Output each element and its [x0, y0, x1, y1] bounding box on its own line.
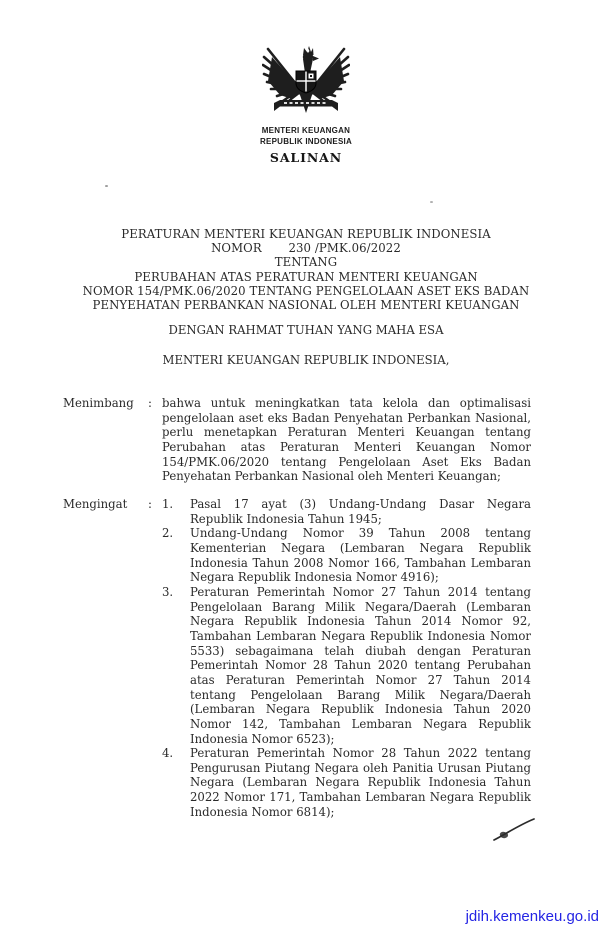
menimbang-separator: : [148, 396, 152, 410]
legal-basis-item [162, 497, 531, 526]
mengingat-section [63, 497, 531, 819]
item-number: 1. [162, 497, 174, 511]
item-number: 3. [162, 584, 174, 599]
handwritten-initial-mark-icon [491, 816, 537, 846]
garuda-pancasila-emblem-icon [262, 45, 350, 125]
title-line-regulation: PERATURAN MENTERI KEUANGAN REPUBLIK INDONESIA [121, 227, 491, 241]
title-line-subject-1: PERUBAHAN ATAS PERATURAN MENTERI KEUANGAN [134, 269, 478, 284]
title-line-tentang: TENTANG [274, 255, 338, 270]
legal-basis-item [162, 585, 531, 746]
scan-speck [105, 185, 108, 187]
ministry-name: MENTERI KEUANGAN [261, 126, 351, 135]
title-line-subject-3: PENYEHATAN PERBANKAN NASIONAL OLEH MENTERI KEUANGAN [92, 298, 520, 313]
item-text: Pasal 17 ayat (3) Undang-Undang Dasar Negara Republik Indonesia Tahun 1945; [190, 497, 531, 526]
authority-line: MENTERI KEUANGAN REPUBLIK INDONESIA, [162, 353, 450, 367]
mengingat-items [162, 497, 531, 819]
copy-stamp-label: SALINAN [269, 150, 343, 165]
title-line-number: NOMOR 230 /PMK.06/2022 [211, 241, 401, 256]
menimbang-text: bahwa untuk meningkatkan tata kelola dan optimalisasi pengelolaan aset eks Badan Penyehatan Perbankan Nasional, perlu menetapkan Peraturan Menteri Keuangan tentang Perubahan atas Peraturan Menteri Keuangan Nomor 154/PMK.06/2020 tentang Pengelolaan Aset Eks Badan Penyehatan Perbankan Nasional oleh Menteri Keuangan; [162, 396, 531, 484]
item-text: Peraturan Pemerintah Nomor 27 Tahun 2014 tentang Pengelolaan Barang Milik Negara/Daerah (Lembaran Negara Republik Indonesia Tahun 2014 Nomor 92, Tambahan Lembaran Negara Republik Indonesia Nomor 5533) sebagaimana telah diubah dengan Peraturan Pemerintah Nomor 28 Tahun 2020 tentang Perubahan atas Peraturan Pemerintah Nomor 27 Tahun 2014 tentang Pengelolaan Barang Milik Negara/Daerah (Lembaran Negara Republik Indonesia Tahun 2020 Nomor 142, Tambahan Lembaran Negara Republik Indonesia Nomor 6523); [190, 584, 531, 746]
menimbang-section [63, 396, 531, 484]
mengingat-separator: : [148, 497, 152, 511]
item-number: 4. [162, 746, 174, 761]
jdih-website-link[interactable]: jdih.kemenkeu.go.id [465, 908, 599, 925]
ministry-country: REPUBLIK INDONESIA [259, 137, 353, 147]
scan-speck [430, 201, 433, 203]
title-line-subject-2: NOMOR 154/PMK.06/2020 TENTANG PENGELOLAAN ASET EKS BADAN [82, 283, 530, 298]
regulation-title [34, 227, 578, 312]
item-number: 2. [162, 526, 174, 541]
item-text: Peraturan Pemerintah Nomor 28 Tahun 2022 tentang Pengurusan Piutang Negara oleh Panitia Urusan Piutang Negara (Lembaran Negara Republik Indonesia Tahun 2022 Nomor 171, Tambahan Lembaran Negara Republik Indonesia Nomor 6814); [190, 746, 531, 819]
ministry-letterhead [0, 125, 612, 148]
legal-basis-item [162, 746, 531, 819]
menimbang-label: Menimbang [63, 396, 134, 410]
mengingat-label: Mengingat [63, 497, 128, 511]
legal-basis-item [162, 526, 531, 585]
invocation-line: DENGAN RAHMAT TUHAN YANG MAHA ESA [168, 323, 444, 337]
item-text: Undang-Undang Nomor 39 Tahun 2008 tentang Kementerian Negara (Lembaran Negara Republik Indonesia Tahun 2008 Nomor 166, Tambahan Lembaran Negara Republik Indonesia Nomor 4916); [190, 526, 531, 585]
